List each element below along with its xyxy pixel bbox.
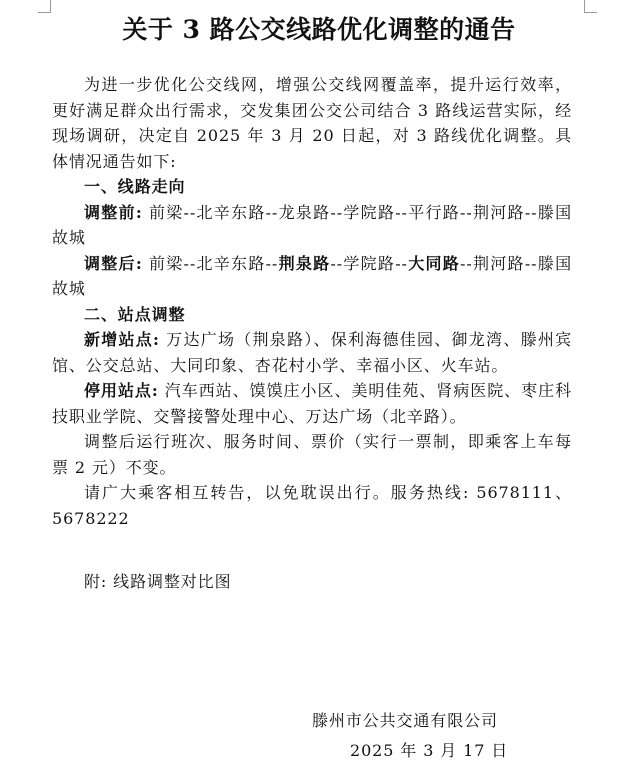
notice-body xyxy=(52,72,572,594)
notice-title: 关于 3 路公交线路优化调整的通告 xyxy=(122,15,516,44)
section-heading-route: 一、线路走向 xyxy=(84,177,186,196)
intro-paragraph: 为进一步优化公交线网，增强公交线网覆盖率，提升运行效率，更好满足群众出行需求，交发集团公交公司结合 3 路线运营实际，经现场调研，决定自 2025 年 3 月 20 日起，对 3 路线优化调整。具体情况通告如下: xyxy=(52,75,572,171)
route-after-paragraph xyxy=(52,251,572,302)
route-before-paragraph xyxy=(52,200,572,251)
hotline-paragraph: 请广大乘客相互转告，以免耽误出行。服务热线: 5678111、5678222 xyxy=(52,483,572,528)
route-after-highlight-2: 大同路 xyxy=(407,253,461,273)
route-after-text-2: --学院路-- xyxy=(330,253,408,273)
removed-stops-label: 停用站点: xyxy=(84,381,159,400)
added-stops-text: 万达广场（荆泉路）、保利海德佳园、御龙湾、滕州宾馆、公交总站、大同印象、杏花村小学、幸福小区、火车站。 xyxy=(52,330,572,375)
added-stops-paragraph xyxy=(52,327,572,378)
blank-line xyxy=(52,531,572,557)
route-before-label: 调整前: xyxy=(84,202,143,222)
route-after-text-3: --荆河路--滕国故城 xyxy=(52,253,572,298)
removed-stops-paragraph xyxy=(52,378,572,429)
section-heading-stops: 二、站点调整 xyxy=(84,304,186,324)
removed-stops-text: 汽车西站、馍馍庄小区、美明佳苑、肾病医院、枣庄科技职业学院、交警接警处理中心、万达广场（北辛路）。 xyxy=(52,381,572,426)
attachment-note: 附: 线路调整对比图 xyxy=(84,571,232,591)
blank-line-small xyxy=(52,557,572,569)
route-after-label: 调整后: xyxy=(84,253,143,273)
fares-paragraph: 调整后运行班次、服务时间、票价（实行一票制，即乘客上车每票 2 元）不变。 xyxy=(52,432,572,477)
signature-company: 滕州市公共交通有限公司 xyxy=(312,711,498,730)
route-after-text-1: 前梁--北辛东路-- xyxy=(142,253,279,273)
route-after-highlight-1: 荆泉路 xyxy=(278,253,331,273)
signature-date: 2025 年 3 月 17 日 xyxy=(350,741,509,760)
added-stops-label: 新增站点: xyxy=(84,330,160,349)
route-before-text: 前梁--北辛东路--龙泉路--学院路--平行路--荆河路--滕国故城 xyxy=(52,202,572,247)
